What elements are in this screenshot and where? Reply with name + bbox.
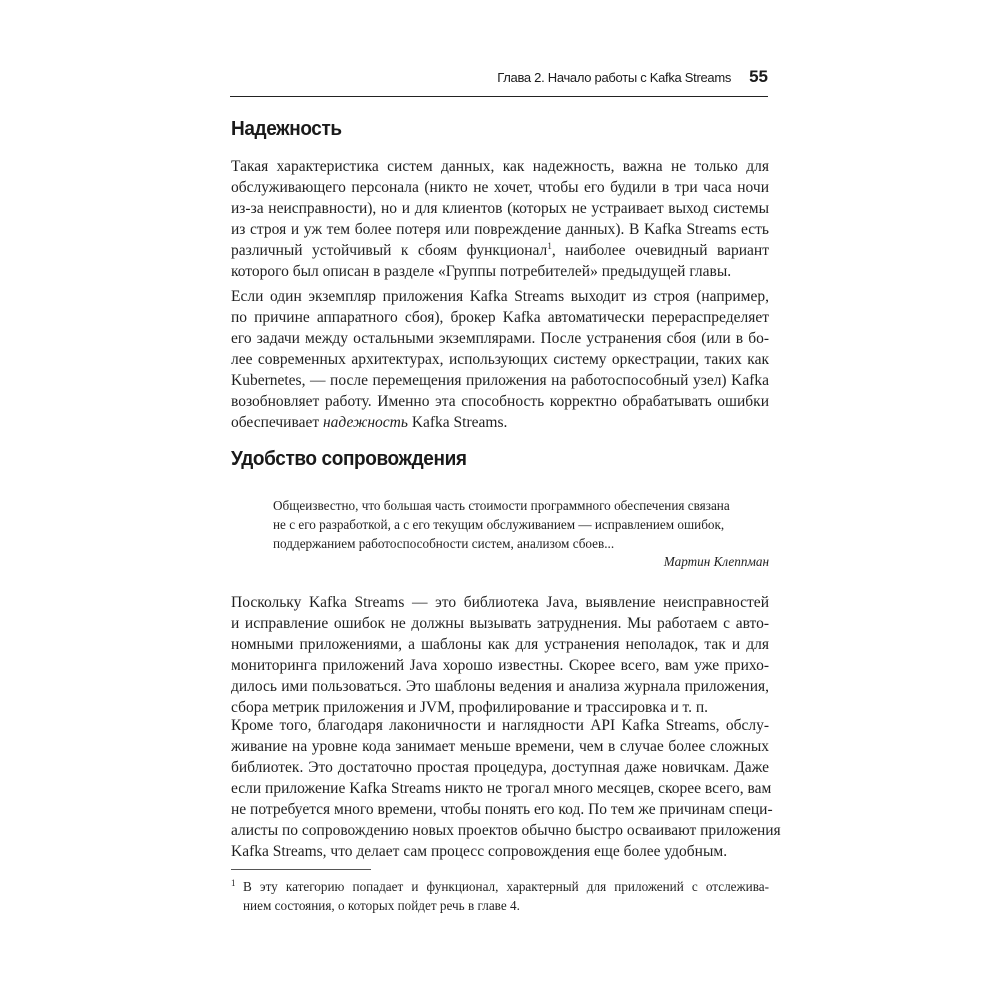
- footnote: [231, 877, 769, 915]
- epigraph-quote: [273, 496, 769, 553]
- emphasis: надежность: [322, 414, 408, 431]
- footnote-rule: [231, 869, 371, 870]
- text-line: его задачи между остальными экземплярами. После устранения сбоя (или в бо-: [231, 330, 769, 347]
- paragraph-maintainability-1: [231, 592, 769, 718]
- footnote-ref: 1: [547, 240, 552, 251]
- text-line: не потребуется много времени, чтобы понять его код. По тем же причинам специ-: [231, 801, 773, 818]
- text-line: обслуживающего персонала (никто не хочет, чтобы его будили в три часа ночи: [231, 179, 769, 196]
- text-line: Общеизвестно, что большая часть стоимости программного обеспечения связана: [273, 498, 730, 513]
- text-line: не с его разработкой, а с его текущим обслуживанием — исправлением ошибок,: [273, 517, 725, 532]
- text-line: алисты по сопровождению новых проектов обычно быстро осваивают приложения: [231, 822, 781, 839]
- text-line: живание на уровне кода занимает меньше времени, чем в случае более сложных: [231, 738, 769, 755]
- running-head: [230, 62, 768, 92]
- text-line: В эту категорию попадает и функционал, характерный для приложений с отслежива-: [243, 879, 769, 894]
- paragraph-maintainability-2: [231, 715, 781, 862]
- text-line: из строя и уж тем более потеря или повреждение данных). В Kafka Streams есть: [231, 221, 769, 238]
- text-line: Такая характеристика систем данных, как надежность, важна не только для: [231, 158, 769, 175]
- paragraph-reliability-1: [231, 156, 769, 282]
- text-line: сбора метрик приложения и JVM, профилирование и трассировка и т. п.: [231, 699, 709, 716]
- text-line: библиотек. Это достаточно простая процедура, доступная даже новичкам. Даже: [231, 759, 769, 776]
- text-line: Если один экземпляр приложения Kafka Streams выходит из строя (например,: [231, 288, 769, 305]
- section-heading-reliability: Надежность: [231, 118, 342, 140]
- section-heading-maintainability: Удобство сопровождения: [231, 448, 467, 470]
- text-line: поддержанием работоспособности систем, анализом сбоев...: [273, 536, 615, 551]
- text-line: лее современных архитектурах, использующих систему оркестрации, таких как: [231, 351, 769, 368]
- text-line: по причине аппаратного сбоя), брокер Kafka автоматически перераспределяет: [231, 309, 769, 326]
- chapter-title: Глава 2. Начало работы с Kafka Streams: [497, 69, 732, 85]
- footnote-mark: 1: [231, 878, 236, 888]
- page-number: 55: [749, 67, 768, 86]
- text-line: из-за неисправности), но и для клиентов (которых не устраивает выход системы: [231, 200, 769, 217]
- header-rule: [230, 96, 768, 97]
- text-line: обеспечивает надежность Kafka Streams.: [231, 414, 508, 431]
- text-line: и исправление ошибок не должны вызывать затруднения. Мы работаем с авто-: [231, 615, 769, 632]
- epigraph-attribution: Мартин Клеппман: [663, 554, 769, 569]
- text-line: нием состояния, о которых пойдет речь в главе 4.: [243, 898, 520, 913]
- text-line: номными приложениями, а шаблоны как для устранения неполадок, так и для: [231, 636, 769, 653]
- text-line: различный устойчивый к сбоям функционал$^1$, наиболее очевидный вариант: [231, 240, 769, 259]
- text-line: которого был описан в разделе «Группы потребителей» предыдущей главы.: [231, 263, 732, 280]
- paragraph-reliability-2: [231, 286, 769, 433]
- text-line: Kafka Streams, что делает сам процесс сопровождения еще более удобным.: [231, 843, 728, 860]
- text-line: мониторинга приложений Java хорошо известны. Скорее всего, вам уже прихо-: [231, 657, 769, 674]
- text-line: если приложение Kafka Streams никто не трогал много месяцев, скорее всего, вам: [231, 780, 772, 797]
- text-line: возобновляет работу. Именно эта способность корректно обрабатывать ошибки: [231, 393, 769, 410]
- footnote-body: [243, 877, 769, 915]
- text-line: Поскольку Kafka Streams — это библиотека Java, выявление неисправностей: [231, 594, 769, 611]
- text-line: Кроме того, благодаря лаконичности и наглядности API Kafka Streams, обслу-: [231, 717, 769, 734]
- text-line: Kubernetes, — после перемещения приложения на работоспособный узел) Kafka: [231, 372, 769, 389]
- text-line: дилось ими пользоваться. Это шаблоны ведения и анализа журнала приложения,: [231, 678, 769, 695]
